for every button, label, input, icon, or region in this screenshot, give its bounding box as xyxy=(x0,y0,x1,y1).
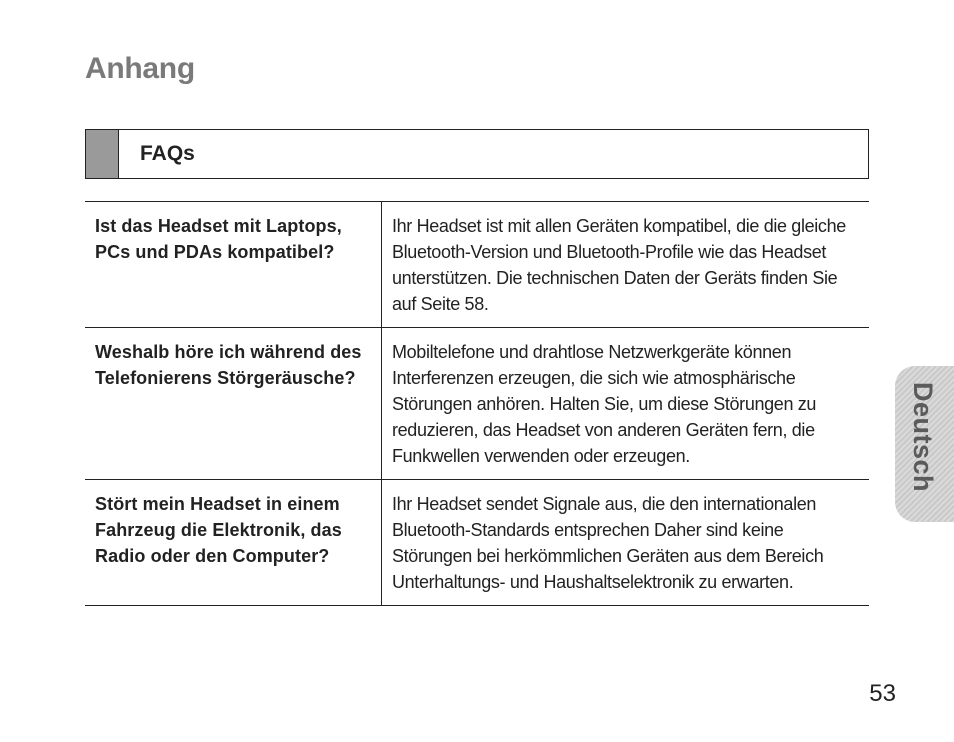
faq-answer: Ihr Headset sendet Signale aus, die den internationalen Bluetooth-Standards entsprechen Daher sind keine Störungen bei herkömmlichen Geräten aus dem Bereich Unterhaltungs- und Haushaltselektronik zu erwarten. xyxy=(392,494,824,592)
language-tab-label: Deutsch xyxy=(908,382,938,493)
faq-question: Ist das Headset mit Laptops, PCs und PDAs kompatibel? xyxy=(85,202,382,328)
page-title: Anhang xyxy=(85,52,195,85)
section-header xyxy=(85,129,869,179)
faq-question: Weshalb höre ich während des Telefonierens Störgeräusche? xyxy=(85,328,382,480)
language-tab xyxy=(895,366,954,522)
page-number: 53 xyxy=(869,680,896,707)
faq-question: Stört mein Headset in einem Fahrzeug die Elektronik, das Radio oder den Computer? xyxy=(85,480,382,606)
section-title: FAQs xyxy=(140,142,195,165)
faq-row xyxy=(85,328,869,480)
faq-row xyxy=(85,480,869,606)
faq-answer: Mobiltelefone und drahtlose Netzwerkgeräte können Interferenzen erzeugen, die sich wie atmosphärische Störungen anhören. Halten Sie, um diese Störungen zu reduzieren, das Headset von anderen Geräten fern, die Funkwellen verwenden oder erzeugen. xyxy=(392,342,817,466)
faq-table xyxy=(85,201,869,606)
faq-answer: Ihr Headset ist mit allen Geräten kompatibel, die die gleiche Bluetooth-Version und Bluetooth-Profile wie das Headset unterstützen. Die technischen Daten der Geräts finden Sie auf Seite 58. xyxy=(392,216,846,314)
section-marker xyxy=(86,130,119,178)
faq-row xyxy=(85,202,869,328)
